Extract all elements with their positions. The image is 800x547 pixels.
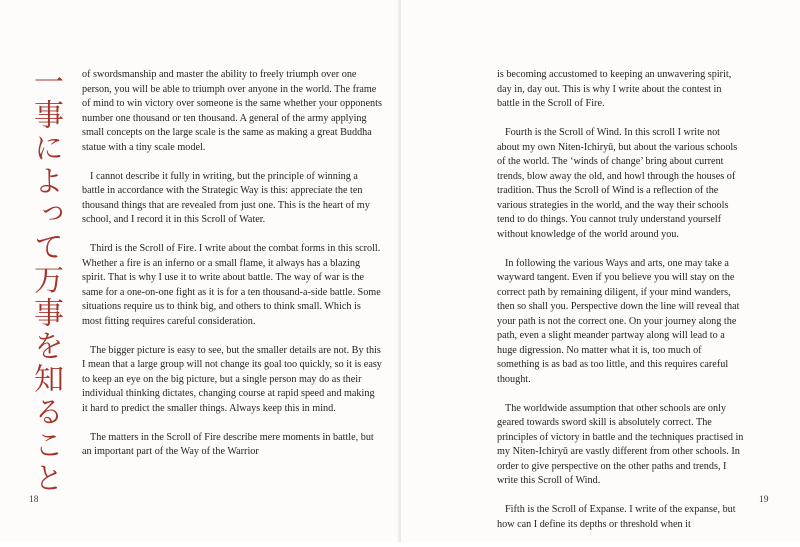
paragraph: The worldwide assumption that other schools are only geared towards sword skill is absolutely correct. The principles of victory in battle and the techniques practised in my Niten-Ichiryū are vastly different from other schools. In order to give perspective on the other paths and trends, I write this Scroll of Wind. — [497, 402, 744, 486]
right-page — [401, 0, 800, 542]
paragraph: In following the various Ways and arts, one may take a wayward tangent. Even if you believe you will stay on the correct path by remaining diligent, if your mind wanders, then so shall you. Perspective down the line will reveal that your path is not the correct one. On your journey along the path, even a slight meander partway along will lead to a huge digression. No matter what it is, too much of something is as bad as too little, and this requires careful thought. — [497, 257, 740, 385]
page-number-left: 18 — [29, 495, 39, 505]
paragraph: The matters in the Scroll of Fire describe mere moments in battle, but an important part of the Way of the Warrior — [82, 431, 374, 457]
left-page — [0, 0, 399, 542]
paragraph: is becoming accustomed to keeping an unwavering spirit, day in, day out. This is why I write about the contest in battle in the Scroll of Fire. — [497, 69, 732, 109]
paragraph: I cannot describe it fully in writing, but the principle of winning a battle in accordance with the Strategic Way is this: appreciate the ten thousand things that are revealed from just one. This is the heart of my school, and I record it in this Scroll of Water. — [82, 170, 370, 225]
paragraph: Third is the Scroll of Fire. I write about the combat forms in this scroll. Whether a fire is an inferno or a small flame, it always has a blazing spirit. That is why I use it to write about battle. The way of war is the same for a one-on-one fight as it is for a ten thousand-a-side battle. Some situations require us to think big, and others to think small. Which is most fitting requires careful consideration. — [82, 243, 381, 327]
left-text-column — [82, 68, 382, 474]
vertical-japanese-title: 一事によって万事を知ること — [28, 66, 63, 495]
paragraph: of swordsmanship and master the ability to freely triumph over one person, you will be able to triumph over anyone in the world. The frame of mind to win victory over someone is the same whether your opponents number one thousand or ten thousand. A general of the army applying small concepts on the large scale is the same as making a great Buddha statue with a tiny scale model. — [82, 69, 382, 153]
paragraph: Fourth is the Scroll of Wind. In this scroll I write not about my own Niten-Ichiryū, but about the various schools of the world. The ‘winds of change’ bring about current trends, blow away the old, and howl through the houses of tradition. Thus the Scroll of Wind is a reflection of the various strategies in the world, and the way their schools tend to do things. You cannot truly understand yourself without knowledge of the world around you. — [497, 127, 738, 240]
right-text-column — [497, 68, 745, 547]
paragraph: The bigger picture is easy to see, but the smaller details are not. By this I mean that a large group will not change its goal too quickly, so it is easy to keep an eye on the big picture, but a single person may do as their individual thinking dictates, changing course at rapid speed and making it hard to predict the smaller things. Always keep this in mind. — [82, 344, 382, 414]
paragraph: Fifth is the Scroll of Expanse. I write of the expanse, but how can I define its depths or threshold when it — [497, 504, 736, 530]
page-number-right: 19 — [759, 495, 769, 505]
